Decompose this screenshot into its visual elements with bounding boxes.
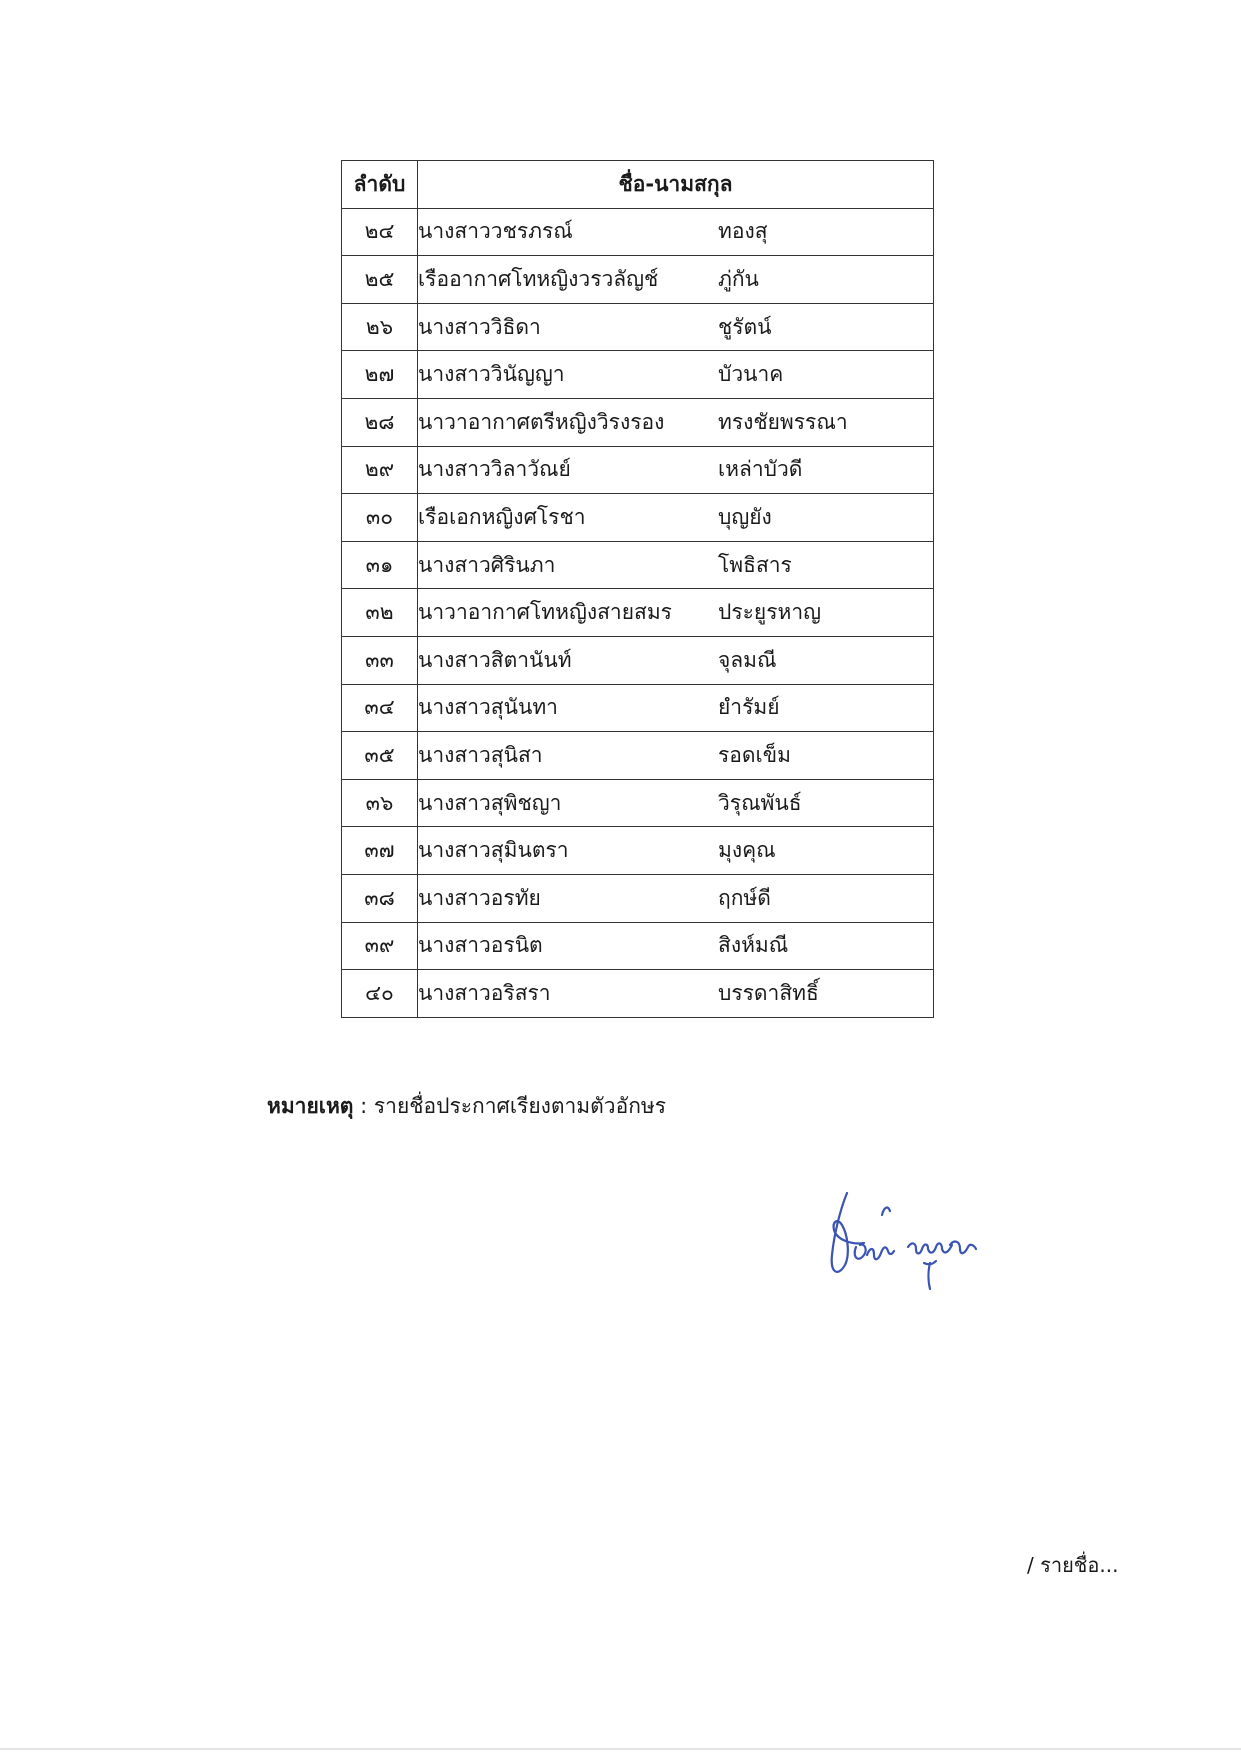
continued-marker: / รายชื่อ... bbox=[1027, 1553, 1119, 1577]
signature bbox=[812, 1185, 992, 1300]
order-number: ๓๘ bbox=[342, 874, 418, 922]
table-row bbox=[342, 779, 934, 827]
last-name: ประยูรหาญ bbox=[718, 600, 822, 625]
order-number: ๓๓ bbox=[342, 636, 418, 684]
order-number: ๓๔ bbox=[342, 684, 418, 732]
table-row bbox=[342, 208, 934, 256]
header-order: ลำดับ bbox=[342, 161, 418, 209]
first-name: นางสาวสุนิสา bbox=[418, 742, 543, 767]
table-row bbox=[342, 636, 934, 684]
fullname-cell bbox=[418, 874, 934, 922]
first-name: เรือเอกหญิงศโรชา bbox=[418, 504, 586, 529]
fullname-cell bbox=[418, 446, 934, 494]
remark-separator: : bbox=[353, 1094, 374, 1118]
first-name: นางสาวสุมินตรา bbox=[418, 838, 569, 863]
fullname-cell bbox=[418, 589, 934, 637]
table-row bbox=[342, 541, 934, 589]
order-number: ๓๗ bbox=[342, 827, 418, 875]
fullname-cell bbox=[418, 827, 934, 875]
first-name: นางสาวอรทัย bbox=[418, 885, 541, 910]
fullname-cell bbox=[418, 732, 934, 780]
order-number: ๓๙ bbox=[342, 922, 418, 970]
last-name: มุงคุณ bbox=[718, 838, 776, 863]
table-row bbox=[342, 827, 934, 875]
table-row bbox=[342, 446, 934, 494]
fullname-cell bbox=[418, 779, 934, 827]
first-name: นาวาอากาศโทหญิงสายสมร bbox=[418, 600, 672, 625]
first-name: นาวาอากาศตรีหญิงวิรงรอง bbox=[418, 409, 665, 434]
table-body bbox=[342, 208, 934, 1017]
fullname-cell bbox=[418, 303, 934, 351]
remark-text: รายชื่อประกาศเรียงตามตัวอักษร bbox=[373, 1094, 667, 1118]
name-list-table bbox=[341, 160, 934, 1018]
order-number: ๓๕ bbox=[342, 732, 418, 780]
table-row bbox=[342, 970, 934, 1018]
order-number: ๓๖ bbox=[342, 779, 418, 827]
remark-label: หมายเหตุ bbox=[267, 1094, 354, 1118]
header-fullname: ชื่อ-นามสกุล bbox=[418, 161, 934, 209]
first-name: นางสาวอริสรา bbox=[418, 980, 551, 1005]
fullname-cell bbox=[418, 636, 934, 684]
last-name: บุญยัง bbox=[718, 504, 772, 529]
fullname-cell bbox=[418, 351, 934, 399]
first-name: นางสาวสุพิชญา bbox=[418, 790, 562, 815]
table-row bbox=[342, 351, 934, 399]
last-name: โพธิสาร bbox=[718, 552, 792, 577]
first-name: นางสาวอรนิต bbox=[418, 933, 543, 958]
last-name: ภู่กัน bbox=[718, 266, 759, 291]
order-number: ๒๖ bbox=[342, 303, 418, 351]
scan-edge-line bbox=[0, 1748, 1241, 1750]
last-name: วิรุณพันธ์ bbox=[718, 790, 802, 815]
fullname-cell bbox=[418, 494, 934, 542]
last-name: ทองสุ bbox=[718, 219, 768, 244]
last-name: รอดเข็ม bbox=[718, 742, 791, 767]
order-number: ๒๘ bbox=[342, 398, 418, 446]
first-name: นางสาวศิรินภา bbox=[418, 552, 556, 577]
first-name: เรืออากาศโทหญิงวรวลัญช์ bbox=[418, 266, 659, 291]
first-name: นางสาววิธิดา bbox=[418, 314, 541, 339]
order-number: ๒๔ bbox=[342, 208, 418, 256]
fullname-cell bbox=[418, 256, 934, 304]
last-name: บรรดาสิทธิ์ bbox=[718, 980, 819, 1005]
last-name: จุลมณี bbox=[718, 647, 777, 672]
last-name: บัวนาค bbox=[718, 362, 784, 387]
fullname-cell bbox=[418, 208, 934, 256]
table-row bbox=[342, 684, 934, 732]
first-name: นางสาววชรภรณ์ bbox=[418, 219, 573, 244]
table-row bbox=[342, 256, 934, 304]
fullname-cell bbox=[418, 922, 934, 970]
order-number: ๓๑ bbox=[342, 541, 418, 589]
last-name: สิงห์มณี bbox=[718, 933, 789, 958]
order-number: ๔๐ bbox=[342, 970, 418, 1018]
order-number: ๒๗ bbox=[342, 351, 418, 399]
first-name: นางสาวสิตานันท์ bbox=[418, 647, 572, 672]
table-row bbox=[342, 874, 934, 922]
order-number: ๒๙ bbox=[342, 446, 418, 494]
first-name: นางสาวสุนันทา bbox=[418, 695, 558, 720]
order-number: ๓๒ bbox=[342, 589, 418, 637]
table-row bbox=[342, 303, 934, 351]
table-row bbox=[342, 494, 934, 542]
remark bbox=[267, 1090, 666, 1123]
table-row bbox=[342, 398, 934, 446]
fullname-cell bbox=[418, 970, 934, 1018]
last-name: ทรงชัยพรรณา bbox=[718, 409, 848, 434]
last-name: ชูรัตน์ bbox=[718, 314, 772, 339]
order-number: ๒๕ bbox=[342, 256, 418, 304]
table-row bbox=[342, 732, 934, 780]
table-row bbox=[342, 589, 934, 637]
first-name: นางสาววินัญญา bbox=[418, 362, 565, 387]
last-name: เหล่าบัวดี bbox=[718, 457, 803, 482]
fullname-cell bbox=[418, 398, 934, 446]
fullname-cell bbox=[418, 684, 934, 732]
last-name: ยำรัมย์ bbox=[718, 695, 780, 720]
table-row bbox=[342, 922, 934, 970]
fullname-cell bbox=[418, 541, 934, 589]
first-name: นางสาววิลาวัณย์ bbox=[418, 457, 571, 482]
last-name: ฤกษ์ดี bbox=[718, 885, 771, 910]
table-header-row bbox=[342, 161, 934, 209]
order-number: ๓๐ bbox=[342, 494, 418, 542]
